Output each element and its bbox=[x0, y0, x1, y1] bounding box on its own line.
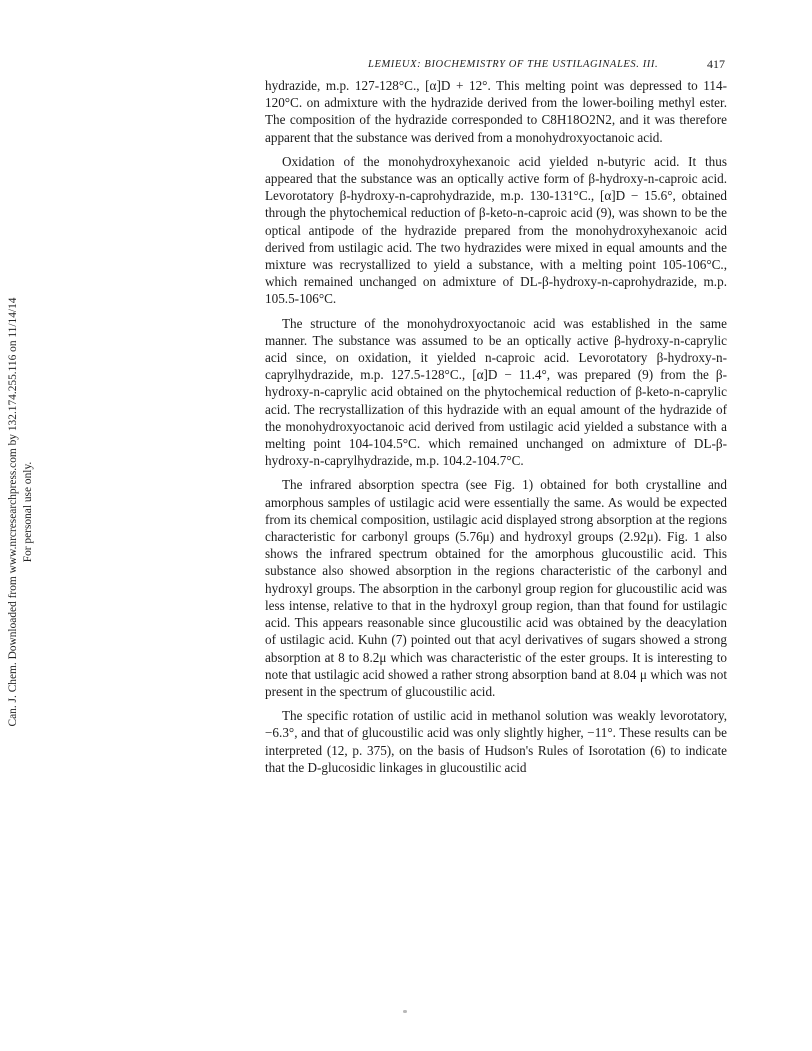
running-title: LEMIEUX: BIOCHEMISTRY OF THE USTILAGINALES. III. bbox=[368, 59, 659, 70]
watermark-line-2: For personal use only. bbox=[21, 461, 34, 563]
paragraph-hexanoic-acid: Oxidation of the monohydroxyhexanoic acid yielded n-butyric acid. It thus appeared that the substance was an optically active form of β-hydroxy-n-caproic acid. Levorotatory β-hydroxy-n-caprohydrazide, m.p. 130-131°C., [α]D − 15.6°, obtained through the phytochemical reduction of β-keto-n-caproic acid (9), was shown to be the optical antipode of the hydrazide prepared from the monohydroxyhexanoic acid derived from ustilagic acid. The two hydrazides were mixed in equal amounts and the mixture was recrystallized to yield a substance, with a melting point 105-106°C., which remained unchanged on admixture of DL-β-hydroxy-n-caprohydrazide, m.p. 105.5-106°C. bbox=[265, 153, 727, 307]
paragraph-octanoic-acid: The structure of the monohydroxyoctanoic acid was established in the same manner. The substance was assumed to be an optically active β-hydroxy-n-caprylic acid since, on oxidation, it yielded n-caproic acid. Levorotatory β-hydroxy-n-caprylhydrazide, m.p. 127.5-128°C., [α]D − 11.4°, was prepared (9) from the β-hydroxy-n-caprylic acid obtained on the phytochemical reduction of β-keto-n-caprylic acid. The recrystallization of this hydrazide with an equal amount of the hydrazide of the monohydroxyoctanoic acid derived from ustilagic acid yielded a substance with a melting point 104-104.5°C. which remained unchanged on admixture of DL-β-hydroxy-n-caprylhydrazide, m.p. 104.2-104.7°C. bbox=[265, 315, 727, 469]
download-watermark bbox=[0, 0, 40, 1051]
paragraph-continuation: hydrazide, m.p. 127-128°C., [α]D + 12°. This melting point was depressed to 114-120°C. on admixture with the hydrazide derived from the lower-boiling methyl ester. The composition of the hydrazide corresponded to C8H18O2N2, and it was therefore apparent that the substance was derived from a monohydroxyoctanoic acid. bbox=[265, 78, 727, 145]
paragraph-specific-rotation: The specific rotation of ustilic acid in methanol solution was weakly levorotatory, −6.3°, and that of glucoustilic acid was only slightly higher, −11°. These results can be interpreted (12, p. 375), on the basis of Hudson's Rules of Isorotation (6) to indicate that the D-glucosidic linkages in glucoustilic acid bbox=[265, 708, 727, 775]
page-number: 417 bbox=[707, 57, 725, 71]
article-body bbox=[265, 77, 727, 783]
scan-speck bbox=[403, 1010, 407, 1013]
page-header bbox=[265, 57, 727, 75]
paragraph-infrared-spectra: The infrared absorption spectra (see Fig. 1) obtained for both crystalline and amorphous samples of ustilagic acid were essentially the same. As would be expected from its chemical composition, ustilagic acid displayed strong absorption at the regions characteristic for carbonyl groups (5.76μ) and hydroxyl groups (2.92μ). Fig. 1 also shows the infrared spectrum obtained for the amorphous glucoustilic acid. This substance also showed absorption in the regions characteristic of the carbonyl and hydroxyl groups. The absorption in the carbonyl group region for glucoustilic acid was less intense, relative to that in the hydroxyl group region, than that found for ustilagic acid. This appears reasonable since glucoustilic acid was obtained by the deacylation of ustilagic acid. Kuhn (7) pointed out that acyl derivatives of sugars showed a strong absorption at 8 to 8.2μ which was characteristic of the ester groups. It is interesting to note that ustilagic acid showed a rather strong absorption band at 8.04 μ which was not present in the spectrum of glucoustilic acid. bbox=[265, 477, 727, 699]
watermark-line-1: Can. J. Chem. Downloaded from www.nrcresearchpress.com by 132.174.255.116 on 11/14/14 bbox=[7, 297, 19, 727]
